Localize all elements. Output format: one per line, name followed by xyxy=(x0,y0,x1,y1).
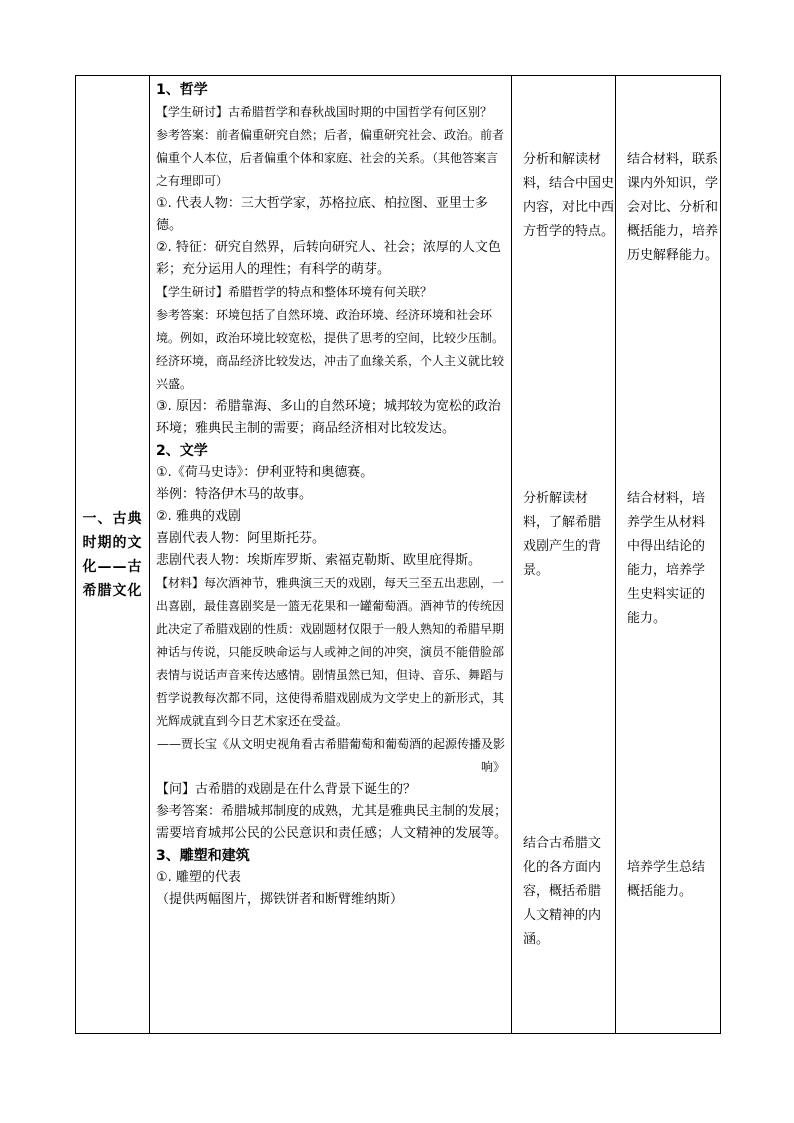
content-cell xyxy=(150,76,512,1034)
section-heading: 3、雕塑和建筑 xyxy=(156,848,250,864)
content-paragraph: 参考答案：希腊城邦制度的成熟，尤其是雅典民主制的发展；需要培育城邦公民的公民意识和责任感；人文精神的发展等。 xyxy=(156,804,508,841)
topic-title: 一、古典时期的文化——古希腊文化 xyxy=(82,510,143,599)
section-heading: 1、哲学 xyxy=(156,82,208,98)
content-paragraph: 举例：特洛伊木马的故事。 xyxy=(156,487,313,502)
section-heading: 2、文学 xyxy=(156,443,208,459)
content-paragraph: ③. 原因：希腊靠海、多山的自然环境；城邦较为宽松的政治环境；雅典民主制的需要；商品经济相对比较发达。 xyxy=(156,399,501,436)
design-note: 分析解读材料，了解希腊戏剧产生的背景。 xyxy=(523,491,602,578)
content-paragraph: 【学生研讨】古希腊哲学和春秋战国时期的中国哲学有何区别？ xyxy=(156,105,493,119)
intent-note: 培养学生总结概括能力。 xyxy=(627,860,706,899)
topic-cell xyxy=(76,76,150,1034)
content-paragraph: 喜剧代表人物：阿里斯托芬。 xyxy=(156,531,326,546)
content-paragraph: 【问】古希腊的戏剧是在什么背景下诞生的？ xyxy=(156,782,417,797)
content-paragraph: ①. 雕塑的代表 xyxy=(156,870,241,885)
content-paragraph: （提供两幅图片，掷铁饼者和断臂维纳斯） xyxy=(156,892,404,907)
content-paragraph: 【学生研讨】希腊哲学的特点和整体环境有何关联？ xyxy=(156,285,433,299)
content-paragraph: 参考答案：环境包括了自然环境、政治环境、经济环境和社会环境。例如，政治环境比较宽松，提供了思考的空间，比较少压制。经济环境，商品经济比较发达，冲击了血缘关系，个人主义就比较兴盛。 xyxy=(156,308,505,391)
content-paragraph: ①. 代表人物：三大哲学家，苏格拉底、柏拉图、亚里士多德。 xyxy=(156,196,488,233)
intent-note: 结合材料，培养学生从材料中得出结论的能力，培养学生史料实证的能力。 xyxy=(627,491,706,626)
design-note: 结合古希腊文化的各方面内容，概括希腊人文精神的内涵。 xyxy=(523,836,602,947)
content-paragraph: ①.《荷马史诗》：伊利亚特和奥德赛。 xyxy=(156,465,374,480)
content-paragraph: 【材料】每次酒神节，雅典演三天的戏剧，每天三至五出悲剧，一出喜剧，最佳喜剧奖是一篮无花果和一罐葡萄酒。酒神节的传统因此决定了希腊戏剧的性质：戏剧题材仅限于一般人熟知的希腊早期神话与传说，只能反映命运与人或神之间的冲突，演员不能借脸部表情与说话声音来传达感情。剧情虽然已知，但诗、音乐、舞蹈与哲学说教每次都不同，这使得希腊戏剧成为文学史上的新形式，其光辉成就直到今日艺术家还在受益。 xyxy=(156,576,505,728)
content-paragraph: ②. 雅典的戏剧 xyxy=(156,509,241,524)
design-note: 分析和解读材料，结合中国史内容，对比中西方哲学的特点。 xyxy=(523,152,615,239)
content-paragraph: 悲剧代表人物：埃斯库罗斯、索福克勒斯、欧里庇得斯。 xyxy=(156,553,482,568)
lesson-table xyxy=(75,75,721,1034)
content-paragraph: ——贾长宝《从文明史视角看古希腊葡萄和葡萄酒的起源传播及影响》 xyxy=(156,737,505,774)
content-body xyxy=(150,76,511,913)
intent-note: 结合材料，联系课内外知识，学会对比、分析和概括能力，培养历史解释能力。 xyxy=(627,152,719,263)
content-paragraph: 参考答案：前者偏重研究自然；后者，偏重研究社会、政治。前者偏重个人本位，后者偏重个体和家庭、社会的关系。（其他答案言之有理即可） xyxy=(156,128,505,188)
content-paragraph: ②. 特征：研究自然界，后转向研究人、社会；浓厚的人文色彩；充分运用人的理性；有科学的萌芽。 xyxy=(156,240,501,277)
intent-cell xyxy=(616,76,721,1034)
design-cell xyxy=(512,76,616,1034)
